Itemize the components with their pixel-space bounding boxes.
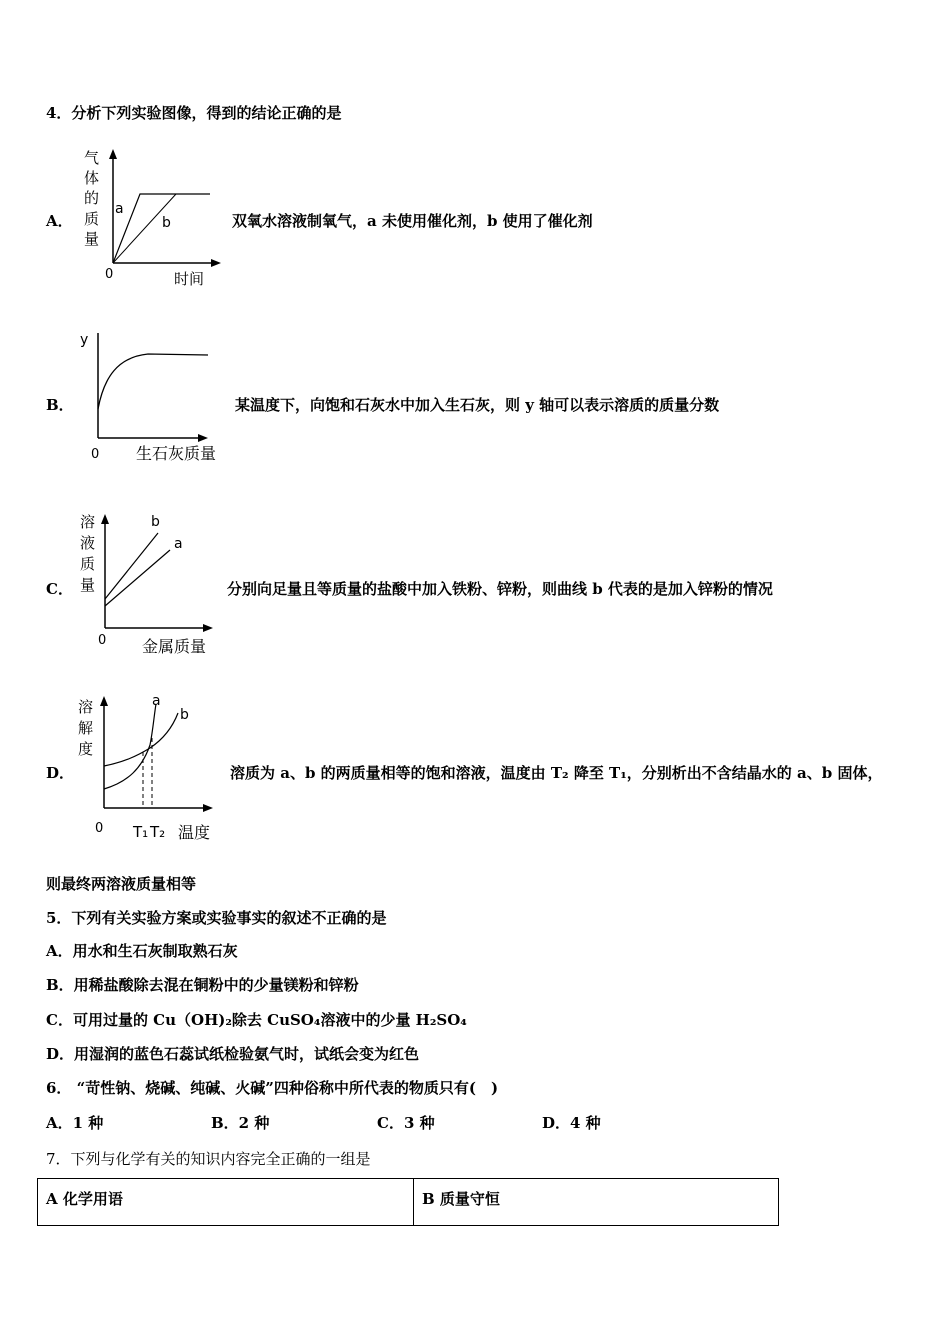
t2-label: T₂: [150, 823, 166, 841]
curve-label-b: b: [151, 514, 160, 530]
curve-b: [105, 533, 158, 599]
q4-graph-b: [70, 325, 235, 470]
q6-option-d: D．4 种: [542, 1114, 601, 1132]
y-axis-label-c: [80, 513, 95, 594]
q5-option-c: C．可用过量的 Cu（OH)₂除去 CuSO₄溶液中的少量 H₂SO₄: [46, 1011, 467, 1029]
table-cell-b: B 质量守恒: [414, 1179, 779, 1226]
y-axis-arrow-icon: [100, 696, 108, 706]
q4-option-b-text: 某温度下，向饱和石灰水中加入生石灰，则 y 轴可以表示溶质的质量分数: [235, 396, 720, 414]
q4-option-c-label: C．: [46, 580, 73, 598]
ylabel-char: 质: [80, 555, 96, 573]
ylabel-char: 度: [78, 740, 94, 758]
q7-table: [37, 1178, 779, 1226]
ylabel-char: 液: [80, 534, 96, 552]
x-axis-label: 生石灰质量: [136, 444, 217, 463]
q6-stem: 6． “苛性钠、烧碱、纯碱、火碱”四种俗称中所代表的物质只有( ): [46, 1079, 499, 1097]
q5-option-d: D．用湿润的蓝色石蕊试纸检验氨气时，试纸会变为红色: [46, 1045, 420, 1063]
ylabel-char: 的: [84, 189, 100, 207]
curve-label-a: a: [152, 693, 161, 709]
ylabel-char: 质: [84, 210, 100, 228]
y-axis-arrow-icon: [109, 149, 117, 159]
q4-graph-c: [70, 508, 230, 663]
curve-label-a: a: [115, 201, 124, 217]
x-axis-label: 时间: [174, 270, 205, 288]
y-axis-label-a: [84, 149, 99, 248]
q4-option-a-text: 双氧水溶液制氧气，a 未使用催化剂，b 使用了催化剂: [232, 212, 593, 230]
q5-option-a: A．用水和生石灰制取熟石灰: [46, 942, 238, 960]
q4-option-a-label: A．: [46, 212, 73, 230]
ylabel-char: 量: [84, 230, 100, 248]
x-axis-label: 温度: [178, 823, 211, 842]
curve-label-b: b: [180, 707, 189, 723]
ylabel-char: 气: [84, 149, 100, 167]
q4-graph-d: [70, 690, 230, 850]
q5-stem: 5．下列有关实验方案或实验事实的叙述不正确的是: [46, 909, 387, 927]
origin-label: 0: [98, 633, 107, 648]
curve-label-b: b: [162, 215, 171, 231]
x-axis-label: 金属质量: [142, 637, 207, 656]
q4-stem: 4．分析下列实验图像，得到的结论正确的是: [46, 104, 342, 122]
q4-graph-a: [70, 145, 230, 295]
curve-b: [104, 713, 178, 766]
q4-option-d-text: 溶质为 a、b 的两质量相等的饱和溶液，温度由 T₂ 降至 T₁，分别析出不含结晶水的 a、b 固体，: [230, 764, 883, 782]
q4-option-d-label: D．: [46, 764, 75, 782]
ylabel-char: 体: [84, 169, 100, 187]
table-row: [38, 1179, 779, 1226]
x-axis-arrow-icon: [211, 259, 221, 267]
q4-option-c-text: 分别向足量且等质量的盐酸中加入铁粉、锌粉，则曲线 b 代表的是加入锌粉的情况: [227, 580, 773, 598]
t1-label: T₁: [133, 823, 149, 841]
q5-option-b: B．用稀盐酸除去混在铜粉中的少量镁粉和锌粉: [46, 976, 359, 994]
curve-label-a: a: [174, 536, 183, 552]
ylabel-char: 溶: [80, 513, 96, 531]
q6-option-c: C．3 种: [377, 1114, 435, 1132]
x-axis-arrow-icon: [203, 624, 213, 632]
curve-y: [98, 354, 208, 409]
origin-label: 0: [105, 267, 114, 282]
origin-label: 0: [95, 821, 104, 836]
ylabel-char: 量: [80, 576, 96, 594]
y-axis-label: y: [80, 332, 89, 348]
q4-option-b-label: B．: [46, 396, 74, 414]
y-axis-arrow-icon: [101, 514, 109, 524]
origin-label: 0: [91, 447, 100, 462]
x-axis-arrow-icon: [203, 804, 213, 812]
x-axis-arrow-icon: [198, 434, 208, 442]
q6-option-a: A．1 种: [46, 1114, 104, 1132]
table-cell-a: A 化学用语: [38, 1179, 414, 1226]
ylabel-char: 解: [78, 719, 94, 737]
q4-option-d-continuation: 则最终两溶液质量相等: [46, 875, 197, 893]
ylabel-char: 溶: [78, 698, 94, 716]
curve-a: [104, 704, 156, 789]
q7-stem: 7．下列与化学有关的知识内容完全正确的一组是: [46, 1150, 371, 1168]
q6-option-b: B．2 种: [211, 1114, 270, 1132]
y-axis-label-d: [78, 698, 93, 758]
